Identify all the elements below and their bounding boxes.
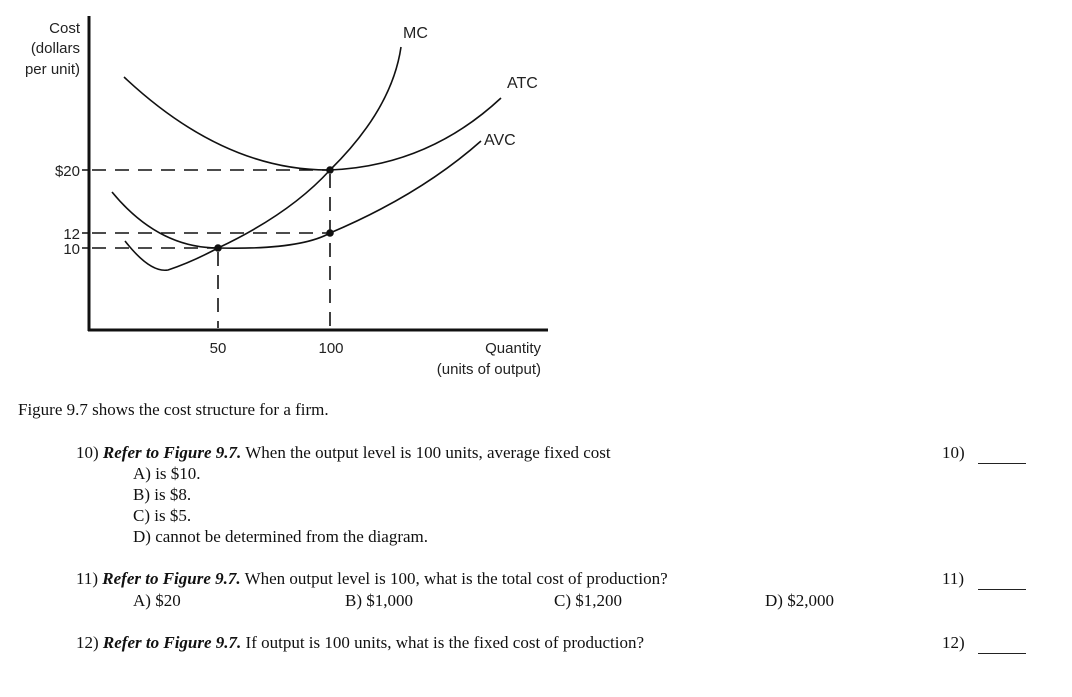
question-12 [76, 633, 644, 653]
question-10-option-d: D) cannot be determined from the diagram. [133, 527, 429, 546]
question-10-number: 10) [76, 443, 99, 462]
question-12-text: If output is 100 units, what is the fixed cost of production? [241, 633, 645, 652]
y-tick-label-20: $20 [54, 163, 80, 180]
cost-curves-figure [0, 0, 560, 395]
x-axis-label-line-2: (units of output) [436, 361, 541, 378]
y-tick-label-10: 10 [63, 241, 80, 258]
question-10-option-c: C) is $5. [133, 506, 192, 525]
question-11-ref: Refer to Figure 9.7. [102, 569, 241, 588]
question-11-answer-blank[interactable] [978, 589, 1026, 590]
question-10-side-number: 10) [942, 443, 965, 462]
question-10-answer-blank[interactable] [978, 463, 1026, 464]
question-11-option-b: B) $1,000 [345, 591, 413, 610]
y-axis-label-line-2: (dollars [30, 40, 80, 57]
question-10 [76, 443, 611, 463]
avc-label: AVC [484, 132, 516, 149]
question-11 [76, 569, 668, 589]
question-11-option-d: D) $2,000 [765, 591, 834, 610]
question-10-option-b: B) is $8. [133, 485, 192, 504]
question-10-text: When the output level is 100 units, average fixed cost [241, 443, 611, 462]
question-10-ref: Refer to Figure 9.7. [102, 443, 242, 462]
y-tick-label-12: 12 [63, 226, 80, 243]
question-11-option-a: A) $20 [133, 591, 181, 610]
atc-curve [124, 77, 501, 170]
question-11-option-c: C) $1,200 [554, 591, 622, 610]
point-avc-min [214, 244, 222, 252]
y-axis-label-line-1: Cost [49, 20, 80, 37]
question-11-text: When output level is 100, what is the total cost of production? [240, 569, 668, 588]
avc-curve [112, 141, 481, 248]
question-12-ref: Refer to Figure 9.7. [102, 633, 242, 652]
question-10-option-a: A) is $10. [133, 464, 201, 483]
figure-caption: Figure 9.7 shows the cost structure for a firm. [18, 400, 329, 419]
x-axis-label-line-1: Quantity [485, 340, 541, 357]
point-avc-at-100 [326, 229, 334, 237]
y-axis-label-line-3: per unit) [24, 61, 80, 78]
x-tick-label-100: 100 [318, 340, 344, 357]
mc-label: MC [403, 25, 428, 42]
point-atc-min [326, 166, 334, 174]
question-12-number: 12) [76, 633, 99, 652]
question-12-side-number: 12) [942, 633, 965, 652]
atc-label: ATC [507, 75, 538, 92]
x-tick-label-50: 50 [209, 340, 227, 357]
question-11-number: 11) [76, 569, 99, 588]
question-12-answer-blank[interactable] [978, 653, 1026, 654]
question-11-side-number: 11) [942, 569, 965, 588]
